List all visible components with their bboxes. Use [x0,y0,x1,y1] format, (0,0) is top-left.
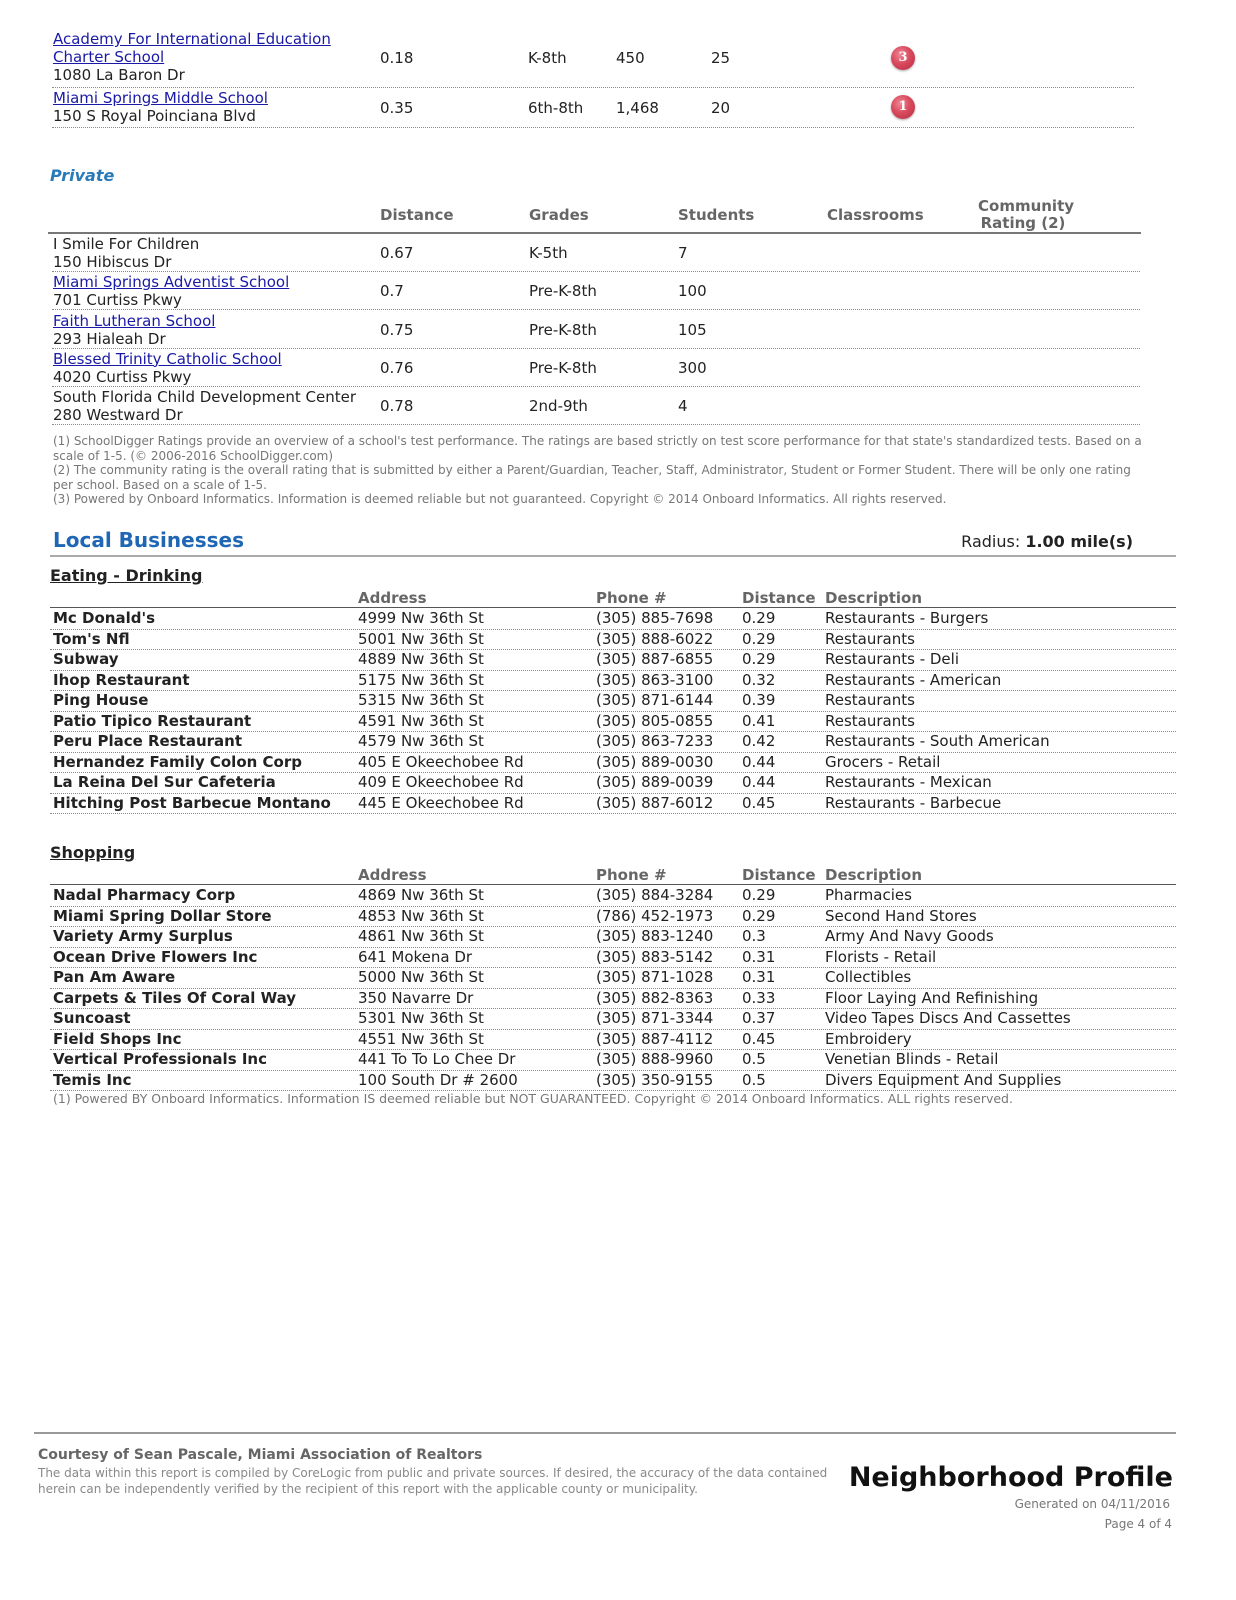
business-row [50,731,1176,753]
business-address: 4551 Nw 36th St [358,1029,484,1048]
business-phone: (305) 871-6144 [596,691,714,709]
business-name: Field Shops Inc [53,1029,182,1048]
business-address: 409 E Okeechobee Rd [358,773,524,791]
business-phone: (305) 882-8363 [596,988,714,1007]
business-description: Restaurants [825,691,915,709]
school-distance: 0.35 [380,99,414,117]
business-phone: (305) 887-6855 [596,650,714,668]
school-name-cell [53,350,363,386]
business-distance: 0.31 [742,947,776,966]
business-description: Video Tapes Discs And Cassettes [825,1009,1071,1027]
col-grades: Grades [529,206,589,224]
radius-readout: Radius: 1.00 mile(s) [961,532,1133,551]
business-phone: (305) 805-0855 [596,711,714,730]
business-phone: (305) 863-3100 [596,670,714,689]
business-phone: (305) 889-0030 [596,752,714,771]
business-distance: 0.5 [742,1050,766,1068]
school-link[interactable]: Blessed Trinity Catholic School [53,349,282,368]
school-students: 4 [678,397,688,416]
school-distance: 0.18 [380,49,414,67]
col-distance: Distance [742,866,816,884]
business-description: Army And Navy Goods [825,927,994,945]
school-grades: Pre-K-8th [529,320,597,339]
local-businesses-header [50,528,1176,557]
business-phone: (305) 889-0039 [596,773,714,791]
school-address: 701 Curtiss Pkwy [53,291,182,310]
business-distance: 0.29 [742,629,776,648]
business-name: Ping House [53,691,149,709]
generated-date: Generated on 04/11/2016 [1014,1497,1170,1511]
business-description: Second Hand Stores [825,906,977,925]
business-name: Tom's Nfl [53,629,130,648]
business-note: (1) Powered BY Onboard Informatics. Information IS deemed reliable but NOT GUARANTEED. Copyright © 2014 Onboard Informatics. ALL rights reserved. [53,1091,1013,1106]
business-description: Venetian Blinds - Retail [825,1050,999,1068]
business-description: Restaurants - Mexican [825,773,992,791]
business-phone: (786) 452-1973 [596,906,714,925]
col-students: Students [678,206,755,224]
business-name: Nadal Pharmacy Corp [53,886,236,904]
business-address: 5315 Nw 36th St [358,691,484,709]
business-row [50,1049,1176,1071]
school-notes [53,434,1143,507]
note-1: (1) SchoolDigger Ratings provide an overview of a school's test performance. The ratings are based strictly on test score performance for that state's standardized tests. Based on a scale of 1-5. (© 2006-2016 SchoolDigger.com) [53,434,1142,463]
business-distance: 0.42 [742,732,776,750]
school-students-per-classroom: 25 [711,49,731,67]
school-address: 1080 La Baron Dr [53,66,185,84]
business-phone: (305) 888-6022 [596,629,714,648]
business-row [50,988,1176,1010]
business-name: Carpets & Tiles Of Coral Way [53,988,297,1007]
business-phone: (305) 887-4112 [596,1029,714,1048]
business-address: 445 E Okeechobee Rd [358,793,524,812]
col-classrooms: Classrooms [827,206,924,224]
business-phone: (305) 350-9155 [596,1070,714,1089]
school-distance: 0.67 [380,244,414,262]
business-address: 4591 Nw 36th St [358,711,484,730]
business-row [50,1029,1176,1051]
school-students: 105 [678,320,707,339]
courtesy-line: Courtesy of Sean Pascale, Miami Association of Realtors [38,1447,483,1463]
business-name: Hitching Post Barbecue Montano [53,793,331,812]
school-students: 450 [616,49,645,67]
business-description: Restaurants [825,711,915,730]
private-school-row [52,348,1140,387]
business-phone: (305) 883-1240 [596,927,714,945]
business-row [50,1008,1176,1030]
col-address: Address [358,589,427,607]
school-name-cell [53,89,353,125]
business-row [50,629,1176,651]
school-distance: 0.76 [380,358,414,377]
school-grades: 6th-8th [528,99,584,117]
school-row [52,89,1134,128]
business-name: Peru Place Restaurant [53,732,243,750]
business-address: 4889 Nw 36th St [358,650,484,668]
private-table-header [48,196,1141,234]
category-title: Eating - Drinking [50,566,203,585]
business-row [50,885,1176,907]
footer-disclaimer: The data within this report is compiled by CoreLogic from public and private sources. If desired, the accuracy of the data contained herein can be independently verified by the recipient of this report with the applicable county or municipality. [38,1466,828,1496]
business-row [50,947,1176,969]
school-address: 293 Hialeah Dr [53,329,166,348]
business-distance: 0.29 [742,609,776,627]
footer-divider [34,1432,1176,1434]
local-businesses-title: Local Businesses [53,528,244,552]
note-3: (3) Powered by Onboard Informatics. Information is deemed reliable but not guaranteed. Copyright © 2014 Onboard Informatics. All rights reserved. [53,492,947,506]
business-distance: 0.32 [742,670,776,689]
business-row [50,1070,1176,1092]
private-school-row [52,310,1140,349]
business-name: Patio Tipico Restaurant [53,711,252,730]
business-row [50,772,1176,794]
business-name: Ocean Drive Flowers Inc [53,947,258,966]
col-description: Description [825,866,923,884]
business-description: Embroidery [825,1029,912,1048]
business-address: 4579 Nw 36th St [358,732,484,750]
col-distance: Distance [742,589,816,607]
school-row [52,30,1134,88]
business-phone: (305) 883-5142 [596,947,714,966]
school-grades: K-8th [528,49,567,67]
business-name: Subway [53,650,119,668]
business-address: 641 Mokena Dr [358,947,473,966]
business-name: Variety Army Surplus [53,927,233,945]
private-school-row [52,233,1140,272]
school-distance: 0.75 [380,320,414,339]
school-address: 150 Hibiscus Dr [53,253,172,271]
col-description: Description [825,589,923,607]
business-table-header [50,587,1176,608]
col-distance: Distance [380,206,454,224]
business-distance: 0.29 [742,906,776,925]
business-row [50,711,1176,733]
business-description: Divers Equipment And Supplies [825,1070,1062,1089]
business-description: Restaurants - American [825,670,1002,689]
col-phone: Phone # [596,866,667,884]
business-distance: 0.29 [742,650,776,668]
business-distance: 0.44 [742,773,776,791]
business-distance: 0.5 [742,1070,766,1089]
business-table-header [50,864,1176,885]
business-name: La Reina Del Sur Cafeteria [53,773,276,791]
col-address: Address [358,866,427,884]
business-distance: 0.3 [742,927,766,945]
business-distance: 0.44 [742,752,776,771]
business-distance: 0.29 [742,886,776,904]
school-name-cell [53,235,363,271]
school-grades: K-5th [529,244,568,262]
business-name: Temis Inc [53,1070,132,1089]
school-address: 150 S Royal Poinciana Blvd [53,107,256,125]
school-address: 4020 Curtiss Pkwy [53,367,192,386]
business-name: Vertical Professionals Inc [53,1050,267,1068]
business-row [50,752,1176,774]
business-distance: 0.37 [742,1009,776,1027]
school-link[interactable]: Miami Springs Adventist School [53,273,290,292]
note-2: (2) The community rating is the overall rating that is submitted by either a Parent/Guardian, Teacher, Staff, Administrator, Student or Former Student. There will be only one rating per school. Based on a scale of 1-5. [53,463,1131,492]
rating-badge-icon: 1 [891,95,915,119]
business-address: 5001 Nw 36th St [358,629,484,648]
school-name: I Smile For Children [53,235,200,253]
business-name: Miami Spring Dollar Store [53,906,272,925]
business-phone: (305) 887-6012 [596,793,714,812]
school-link[interactable]: Faith Lutheran School [53,311,216,330]
business-description: Restaurants - Barbecue [825,793,1002,812]
business-phone: (305) 884-3284 [596,886,714,904]
school-name-cell [53,273,363,309]
school-link[interactable]: Miami Springs Middle School [53,89,268,107]
business-phone: (305) 871-3344 [596,1009,714,1027]
business-address: 4861 Nw 36th St [358,927,484,945]
business-row [50,967,1176,989]
business-description: Pharmacies [825,886,912,904]
business-description: Florists - Retail [825,947,937,966]
business-distance: 0.41 [742,711,776,730]
school-students-per-classroom: 20 [711,99,731,117]
business-name: Suncoast [53,1009,131,1027]
business-row [50,906,1176,928]
business-address: 100 South Dr # 2600 [358,1070,518,1089]
business-distance: 0.33 [742,988,776,1007]
school-students: 100 [678,282,707,301]
page-number: Page 4 of 4 [1104,1517,1172,1531]
school-name-cell [53,312,363,348]
business-description: Restaurants - Deli [825,650,959,668]
school-address: 280 Westward Dr [53,406,183,425]
school-grades: Pre-K-8th [529,282,597,301]
business-description: Restaurants [825,629,915,648]
business-row [50,793,1176,815]
business-row [50,670,1176,692]
business-distance: 0.45 [742,1029,776,1048]
business-row [50,649,1176,671]
business-phone: (305) 871-1028 [596,968,714,986]
category-title: Shopping [50,843,136,862]
school-grades: Pre-K-8th [529,358,597,377]
col-phone: Phone # [596,589,667,607]
school-students: 1,468 [616,99,659,117]
business-name: Pan Am Aware [53,968,176,986]
business-address: 350 Navarre Dr [358,988,474,1007]
business-address: 5301 Nw 36th St [358,1009,484,1027]
business-description: Floor Laying And Refinishing [825,988,1039,1007]
private-school-row [52,271,1140,310]
business-description: Restaurants - Burgers [825,609,989,627]
business-name: Hernandez Family Colon Corp [53,752,302,771]
business-address: 441 To To Lo Chee Dr [358,1050,516,1068]
business-address: 405 E Okeechobee Rd [358,752,524,771]
business-address: 5000 Nw 36th St [358,968,484,986]
business-address: 4869 Nw 36th St [358,886,484,904]
business-phone: (305) 863-7233 [596,732,714,750]
rating-badge-icon: 3 [891,46,915,70]
business-phone: (305) 885-7698 [596,609,714,627]
school-distance: 0.7 [380,282,404,301]
business-description: Grocers - Retail [825,752,941,771]
business-row [50,690,1176,712]
school-name: South Florida Child Development Center [53,388,356,407]
business-distance: 0.39 [742,691,776,709]
school-name-cell [53,30,353,84]
school-grades: 2nd-9th [529,397,588,416]
school-link[interactable]: Academy For International Education Charter School [53,30,331,66]
business-address: 5175 Nw 36th St [358,670,484,689]
business-address: 4853 Nw 36th St [358,906,484,925]
business-row [50,926,1176,948]
school-distance: 0.78 [380,397,414,416]
business-description: Restaurants - South American [825,732,1050,750]
business-distance: 0.31 [742,968,776,986]
school-students: 300 [678,358,707,377]
private-school-row [52,386,1140,425]
school-students: 7 [678,244,688,262]
private-schools-heading: Private [50,166,115,185]
business-row [50,608,1176,630]
school-name-cell [53,388,363,424]
report-title: Neighborhood Profile [848,1462,1173,1493]
business-address: 4999 Nw 36th St [358,609,484,627]
business-name: Ihop Restaurant [53,670,190,689]
business-description: Collectibles [825,968,912,986]
business-distance: 0.45 [742,793,776,812]
col-community-rating: Community Rating (2) [978,197,1075,232]
business-name: Mc Donald's [53,609,155,627]
business-phone: (305) 888-9960 [596,1050,714,1068]
